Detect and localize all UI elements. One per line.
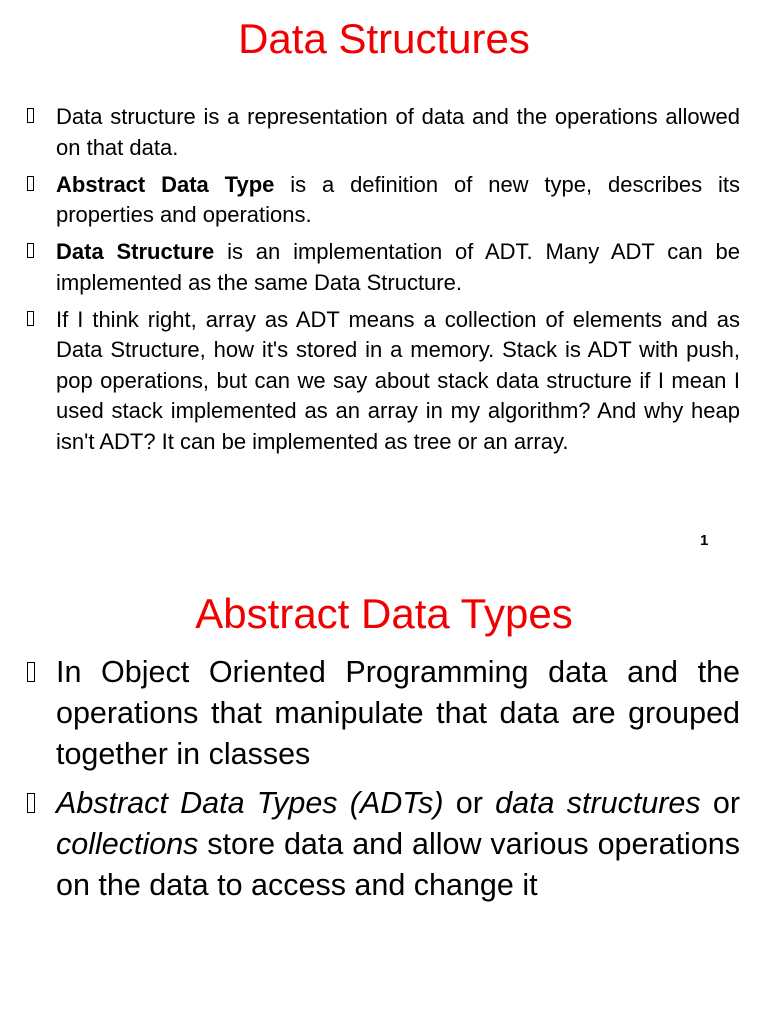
bullet-text: or bbox=[443, 786, 496, 820]
slide-title: Data Structures bbox=[238, 15, 530, 62]
bullet-item bbox=[0, 783, 768, 906]
bullet-text: In Object Oriented Programming data and the operations that manipulate that data are grouped together in classes bbox=[56, 655, 740, 771]
bullet-text: Data structure is a representation of data and the operations allowed on that data. bbox=[56, 104, 740, 160]
bullet-item bbox=[0, 237, 768, 298]
bullet-list bbox=[0, 102, 768, 464]
bullet-text: or bbox=[700, 786, 740, 820]
bullet-icon bbox=[27, 652, 35, 693]
page-number: 1 bbox=[700, 532, 709, 549]
bullet-item bbox=[0, 305, 768, 458]
bullet-icon bbox=[27, 305, 34, 336]
bullet-list bbox=[0, 652, 768, 914]
bullet-item bbox=[0, 652, 768, 775]
bullet-term-italic: collections bbox=[56, 827, 199, 861]
slide-abstract-data-types bbox=[0, 565, 768, 1024]
bullet-term-bold: Data Structure bbox=[56, 239, 215, 264]
bullet-item bbox=[0, 102, 768, 163]
bullet-icon bbox=[27, 102, 34, 133]
bullet-term-italic: data structures bbox=[495, 786, 701, 820]
bullet-text: store data and allow various operations on the data to access and change it bbox=[56, 827, 740, 902]
bullet-text: is an implementation of ADT. Many ADT can be implemented as the same Data Structure. bbox=[56, 239, 741, 295]
bullet-icon bbox=[27, 170, 34, 201]
bullet-text: If I think right, array as ADT means a collection of elements and as Data Structure, how it's stored in a memory. Stack is ADT with push, pop operations, but can we say about stack data structure if I mean I used stack implemented as an array in my algorithm? And why heap isn't ADT? It can be implemented as tree or an array. bbox=[56, 306, 740, 454]
bullet-term-italic: Abstract Data Types (ADTs) bbox=[56, 786, 444, 820]
bullet-item bbox=[0, 170, 768, 231]
bullet-text: is a definition of new type, describes its properties and operations. bbox=[56, 171, 740, 227]
bullet-icon bbox=[27, 783, 35, 824]
bullet-icon bbox=[27, 237, 34, 268]
slide-title: Abstract Data Types bbox=[195, 590, 573, 637]
bullet-term-bold: Abstract Data Type bbox=[56, 171, 275, 197]
